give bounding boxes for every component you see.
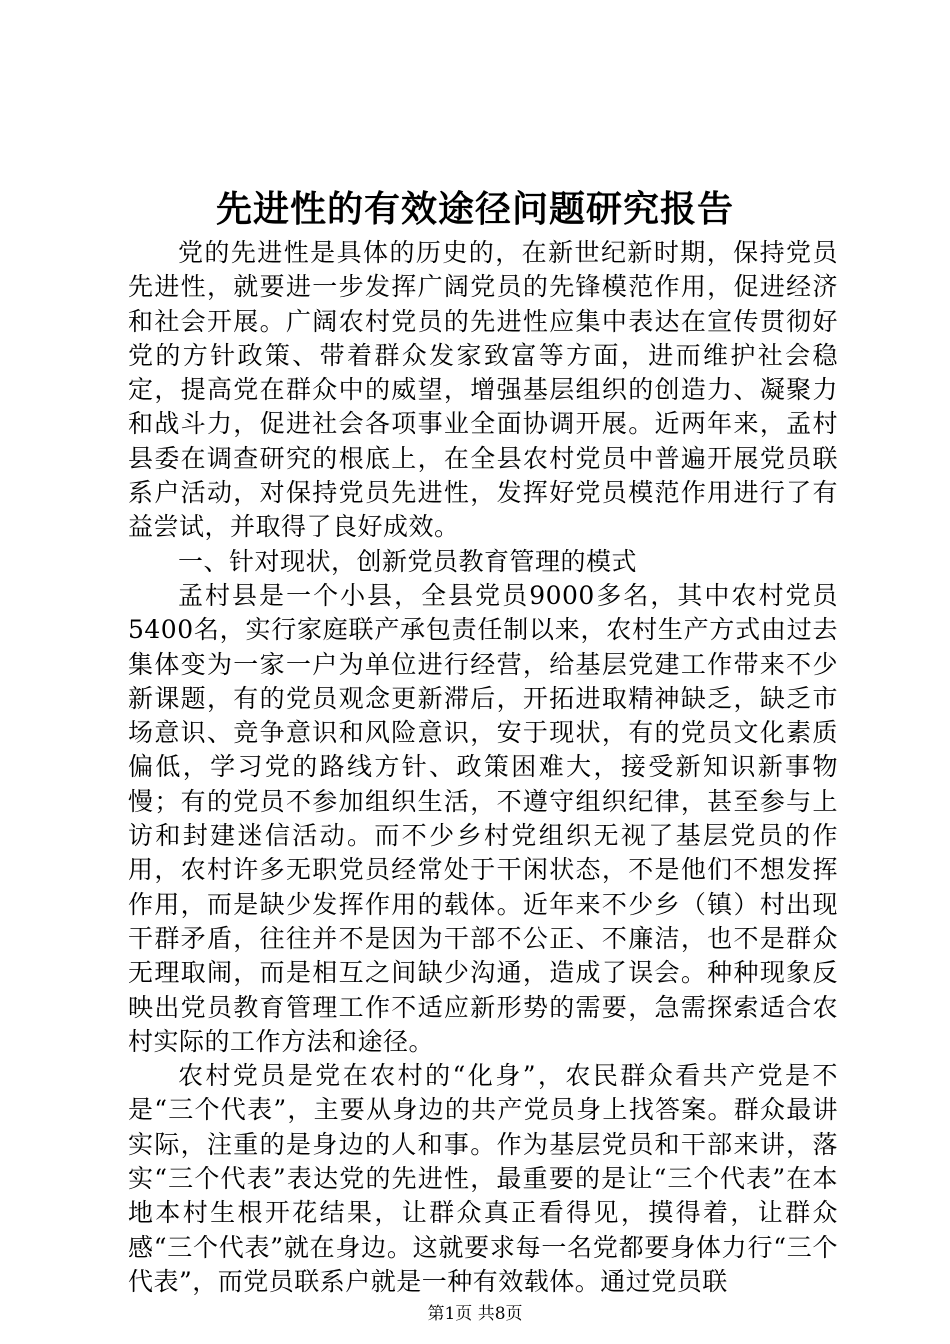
section-heading-1: 一、针对现状，创新党员教育管理的模式 <box>178 546 638 576</box>
paragraph-intro: 党的先进性是具体的历史的，在新世纪新时期，保持党员先进性，就要进一步发挥广阔党员的先锋模范作用，促进经济和社会开展。广阔农村党员的先进性应集中表达在宣传贯彻好党的方针政策、带着群众发家致富等方面，进而维护社会稳定，提高党在群众中的威望，增强基层组织的创造力、凝聚力和战斗力，促进社会各项事业全面协调开展。近两年来，孟村县委在调查研究的根底上，在全县农村党员中普遍开展党员联系户活动，对保持党员先进性，发挥好党员模范作用进行了有益尝试，并取得了良好成效。 <box>128 238 838 542</box>
document-title: 先进性的有效途径问题研究报告 <box>215 188 734 230</box>
paragraph-current-situation: 孟村县是一个小县，全县党员9000多名，其中农村党员5400名，实行家庭联产承包责任制以来，农村生产方式由过去集体变为一家一户为单位进行经营，给基层党建工作带来不少新课题，有的党员观念更新滞后，开拓进取精神缺乏，缺乏市场意识、竞争意识和风险意识，安于现状，有的党员文化素质偏低，学习党的路线方针、政策困难大，接受新知识新事物慢；有的党员不参加组织生活，不遵守组织纪律，甚至参与上访和封建迷信活动。而不少乡村党组织无视了基层党员的作用，农村许多无职党员经常处于干闲状态，不是他们不想发挥作用，而是缺少发挥作用的载体。近年来不少乡（镇）村出现干群矛盾，往往并不是因为干部不公正、不廉洁，也不是群众无理取闹，而是相互之间缺少沟通，造成了误会。种种现象反映出党员教育管理工作不适应新形势的需要，急需探索适合农村实际的工作方法和途径。 <box>128 580 838 1056</box>
page-footer: 第1页 共8页 <box>427 1304 523 1324</box>
document-body <box>128 236 838 1299</box>
paragraph-party-members: 农村党员是党在农村的“化身”，农民群众看共产党是不是“三个代表”，主要从身边的共产党员身上找答案。群众最讲实际，注重的是身边的人和事。作为基层党员和干部来讲，落实“三个代表”表达党的先进性，最重要的是让“三个代表”在本地本村生根开花结果，让群众真正看得见，摸得着，让群众感“三个代表”就在身边。这就要求每一名党都要身体力行“三个代表”，而党员联系户就是一种有效载体。通过党员联 <box>128 1061 838 1296</box>
